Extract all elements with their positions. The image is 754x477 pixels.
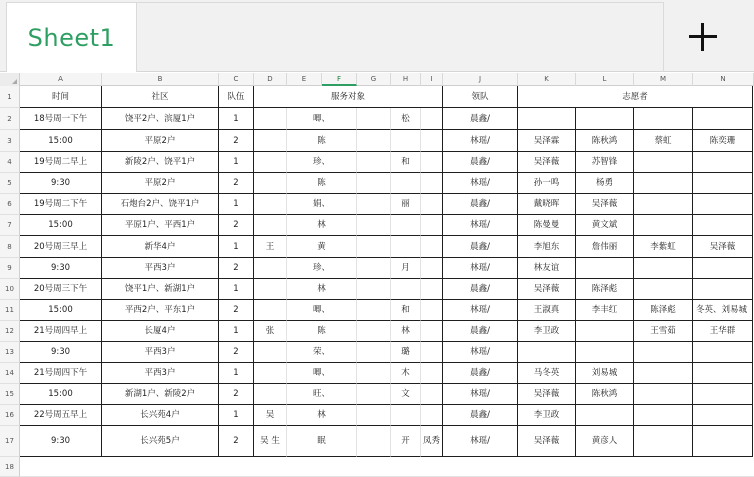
cell-service-target-part[interactable]	[357, 236, 391, 258]
cell-service-target-part[interactable]	[391, 215, 421, 236]
cell-time[interactable]: 18号周一下午	[20, 108, 102, 130]
cell-service-target-part[interactable]	[421, 279, 443, 300]
cell-volunteer[interactable]	[693, 363, 753, 384]
cell-service-target-part[interactable]	[391, 405, 421, 426]
empty-row[interactable]	[20, 457, 754, 477]
header-leader[interactable]: 领队	[443, 86, 518, 108]
cell-service-target-part[interactable]: 陈	[287, 173, 357, 194]
cell-time[interactable]: 20号周三早上	[20, 236, 102, 258]
cell-time[interactable]: 21号周四早上	[20, 321, 102, 342]
cell-team[interactable]: 1	[219, 321, 254, 342]
cell-service-target-part[interactable]	[357, 321, 391, 342]
cell-volunteer[interactable]	[693, 279, 753, 300]
cell-time[interactable]: 20号周三下午	[20, 279, 102, 300]
cell-volunteer[interactable]: 詹伟丽	[576, 236, 634, 258]
cell-volunteer[interactable]	[518, 342, 576, 363]
cell-team[interactable]: 1	[219, 363, 254, 384]
header-team[interactable]: 队伍	[219, 86, 254, 108]
cell-time[interactable]: 9:30	[20, 258, 102, 279]
cell-volunteer[interactable]: 蔡虹	[634, 130, 693, 152]
cell-community[interactable]: 新陵2户、饶平1户	[102, 152, 219, 173]
select-all-corner[interactable]	[0, 73, 20, 86]
row-header-1[interactable]: 1	[0, 86, 20, 108]
cell-community[interactable]: 石炮台2户、饶平1户	[102, 194, 219, 215]
cell-leader[interactable]: 晨鑫/	[443, 321, 518, 342]
cell-time[interactable]: 15:00	[20, 300, 102, 321]
column-header-a[interactable]: A	[20, 73, 102, 86]
cell-volunteer[interactable]: 杨勇	[576, 173, 634, 194]
cell-volunteer[interactable]	[634, 405, 693, 426]
cell-volunteer[interactable]	[576, 321, 634, 342]
cell-service-target-part[interactable]: 眠	[287, 426, 357, 457]
cell-service-target-part[interactable]	[391, 236, 421, 258]
cell-service-target-part[interactable]	[421, 321, 443, 342]
cell-volunteer[interactable]: 李紫虹	[634, 236, 693, 258]
cell-service-target-part[interactable]	[357, 300, 391, 321]
cell-leader[interactable]: 林瑶/	[443, 342, 518, 363]
row-header-12[interactable]: 12	[0, 321, 20, 342]
cell-service-target-part[interactable]	[357, 279, 391, 300]
cell-community[interactable]: 新华4户	[102, 236, 219, 258]
cell-time[interactable]: 19号周二早上	[20, 152, 102, 173]
cell-volunteer[interactable]	[576, 258, 634, 279]
cell-service-target-part[interactable]	[357, 384, 391, 405]
cell-service-target-part[interactable]: 荣、	[287, 342, 357, 363]
cell-leader[interactable]: 林瑶/	[443, 130, 518, 152]
cell-volunteer[interactable]	[576, 342, 634, 363]
row-header-3[interactable]: 3	[0, 130, 20, 152]
column-header-g[interactable]: G	[357, 73, 391, 86]
cell-service-target-part[interactable]	[421, 363, 443, 384]
cell-volunteer[interactable]: 李丰红	[576, 300, 634, 321]
row-header-17[interactable]: 17	[0, 426, 20, 457]
cell-community[interactable]: 平西3户	[102, 342, 219, 363]
cell-service-target-part[interactable]	[421, 108, 443, 130]
cell-service-target-part[interactable]: 吴	[254, 405, 287, 426]
cell-community[interactable]: 平西3户	[102, 258, 219, 279]
cell-leader[interactable]: 林瑶/	[443, 384, 518, 405]
cell-volunteer[interactable]: 陈奕珊	[693, 130, 753, 152]
cell-service-target-part[interactable]	[254, 384, 287, 405]
cell-community[interactable]: 长厦4户	[102, 321, 219, 342]
cell-volunteer[interactable]: 戴晓晖	[518, 194, 576, 215]
cell-leader[interactable]: 林瑶/	[443, 426, 518, 457]
column-header-k[interactable]: K	[518, 73, 576, 86]
cell-service-target-part[interactable]: 娟、	[287, 194, 357, 215]
cell-leader[interactable]: 晨鑫/	[443, 236, 518, 258]
cell-service-target-part[interactable]	[391, 173, 421, 194]
cell-service-target-part[interactable]: 和	[391, 152, 421, 173]
add-sheet-button[interactable]	[664, 2, 742, 72]
column-header-c[interactable]: C	[219, 73, 254, 86]
cell-service-target-part[interactable]	[421, 194, 443, 215]
cell-team[interactable]: 2	[219, 258, 254, 279]
cell-time[interactable]: 9:30	[20, 342, 102, 363]
cell-service-target-part[interactable]	[421, 130, 443, 152]
cell-volunteer[interactable]	[634, 215, 693, 236]
cell-service-target-part[interactable]: 唧、	[287, 108, 357, 130]
cell-leader[interactable]: 林瑶/	[443, 173, 518, 194]
cell-community[interactable]: 饶平2户、滨厦1户	[102, 108, 219, 130]
cell-service-target-part[interactable]	[421, 384, 443, 405]
cell-service-target-part[interactable]: 林	[287, 405, 357, 426]
column-header-j[interactable]: J	[443, 73, 518, 86]
cell-service-target-part[interactable]: 王	[254, 236, 287, 258]
cell-team[interactable]: 1	[219, 405, 254, 426]
cell-service-target-part[interactable]: 林	[287, 279, 357, 300]
cell-service-target-part[interactable]: 黄	[287, 236, 357, 258]
cell-service-target-part[interactable]	[357, 173, 391, 194]
cell-service-target-part[interactable]: 旺、	[287, 384, 357, 405]
cell-volunteer[interactable]: 李卫政	[518, 405, 576, 426]
row-header-8[interactable]: 8	[0, 236, 20, 258]
cell-volunteer[interactable]: 黄彦人	[576, 426, 634, 457]
cell-time[interactable]: 19号周二下午	[20, 194, 102, 215]
cell-volunteer[interactable]: 吴泽薇	[518, 152, 576, 173]
cell-team[interactable]: 1	[219, 194, 254, 215]
cell-service-target-part[interactable]: 唧、	[287, 300, 357, 321]
cell-volunteer[interactable]	[576, 108, 634, 130]
cell-service-target-part[interactable]	[357, 130, 391, 152]
cell-team[interactable]: 1	[219, 279, 254, 300]
cell-volunteer[interactable]: 孙一鸣	[518, 173, 576, 194]
cell-service-target-part[interactable]	[421, 152, 443, 173]
cell-volunteer[interactable]: 吴泽薇	[518, 279, 576, 300]
cell-service-target-part[interactable]	[421, 405, 443, 426]
cell-time[interactable]: 22号周五早上	[20, 405, 102, 426]
cell-volunteer[interactable]: 吴泽薇	[576, 194, 634, 215]
cell-volunteer[interactable]: 吴泽薇	[518, 426, 576, 457]
cell-team[interactable]: 2	[219, 215, 254, 236]
cell-service-target-part[interactable]	[254, 300, 287, 321]
cell-service-target-part[interactable]	[421, 342, 443, 363]
cell-community[interactable]: 长兴苑4户	[102, 405, 219, 426]
cell-service-target-part[interactable]	[357, 426, 391, 457]
spreadsheet-grid[interactable]	[0, 73, 754, 477]
cell-service-target-part[interactable]	[254, 215, 287, 236]
cell-volunteer[interactable]	[693, 342, 753, 363]
cell-service-target-part[interactable]	[421, 215, 443, 236]
cell-service-target-part[interactable]: 丽	[391, 194, 421, 215]
cell-service-target-part[interactable]	[421, 258, 443, 279]
cell-volunteer[interactable]	[693, 152, 753, 173]
cell-service-target-part[interactable]	[357, 363, 391, 384]
cell-volunteer[interactable]	[693, 258, 753, 279]
cell-leader[interactable]: 晨鑫/	[443, 405, 518, 426]
column-header-f[interactable]: F	[322, 73, 357, 86]
cell-volunteer[interactable]	[634, 363, 693, 384]
column-header-b[interactable]: B	[102, 73, 219, 86]
cell-team[interactable]: 2	[219, 173, 254, 194]
row-header-10[interactable]: 10	[0, 279, 20, 300]
cell-service-target-part[interactable]	[254, 152, 287, 173]
cell-volunteer[interactable]	[576, 405, 634, 426]
cell-community[interactable]: 新湖1户、新陵2户	[102, 384, 219, 405]
cell-volunteer[interactable]	[634, 342, 693, 363]
cell-service-target-part[interactable]: 林	[391, 321, 421, 342]
cell-volunteer[interactable]	[693, 426, 753, 457]
cell-leader[interactable]: 晨鑫/	[443, 363, 518, 384]
cell-community[interactable]: 平原1户、平西1户	[102, 215, 219, 236]
column-header-l[interactable]: L	[576, 73, 634, 86]
cell-volunteer[interactable]	[693, 215, 753, 236]
column-header-n[interactable]: N	[693, 73, 754, 86]
cell-service-target-part[interactable]	[421, 236, 443, 258]
cell-community[interactable]: 长兴苑5户	[102, 426, 219, 457]
cell-volunteer[interactable]	[634, 152, 693, 173]
cell-service-target-part[interactable]	[421, 300, 443, 321]
cell-volunteer[interactable]: 苏智锋	[576, 152, 634, 173]
cell-team[interactable]: 2	[219, 300, 254, 321]
cell-team[interactable]: 1	[219, 108, 254, 130]
header-volunteers[interactable]: 志愿者	[518, 86, 753, 108]
cell-service-target-part[interactable]: 文	[391, 384, 421, 405]
cell-team[interactable]: 2	[219, 384, 254, 405]
column-header-h[interactable]: H	[391, 73, 421, 86]
cell-time[interactable]: 15:00	[20, 215, 102, 236]
cell-volunteer[interactable]: 王雪茹	[634, 321, 693, 342]
cell-service-target-part[interactable]	[391, 279, 421, 300]
cell-volunteer[interactable]	[693, 405, 753, 426]
cell-team[interactable]: 1	[219, 236, 254, 258]
cell-service-target-part[interactable]	[254, 258, 287, 279]
cell-time[interactable]: 15:00	[20, 130, 102, 152]
cell-time[interactable]: 9:30	[20, 173, 102, 194]
cell-service-target-part[interactable]: 吴 生	[254, 426, 287, 457]
cell-team[interactable]: 2	[219, 130, 254, 152]
row-header-9[interactable]: 9	[0, 258, 20, 279]
sheet-tab[interactable]	[6, 2, 137, 72]
cell-leader[interactable]: 晨鑫/	[443, 194, 518, 215]
cell-time[interactable]: 21号周四下午	[20, 363, 102, 384]
cell-community[interactable]: 平西2户、平东1户	[102, 300, 219, 321]
cell-leader[interactable]: 晨鑫/	[443, 279, 518, 300]
cell-service-target-part[interactable]: 珍、	[287, 258, 357, 279]
cell-service-target-part[interactable]: 凤秀	[421, 426, 443, 457]
cell-volunteer[interactable]	[518, 108, 576, 130]
cell-community[interactable]: 平原2户	[102, 130, 219, 152]
row-header-14[interactable]: 14	[0, 363, 20, 384]
row-header-18[interactable]: 18	[0, 457, 20, 477]
cell-leader[interactable]: 晨鑫/	[443, 108, 518, 130]
row-header-13[interactable]: 13	[0, 342, 20, 363]
cell-service-target-part[interactable]	[254, 194, 287, 215]
cell-volunteer[interactable]: 吴泽薇	[518, 384, 576, 405]
cell-community[interactable]: 饶平1户、新湖1户	[102, 279, 219, 300]
cell-community[interactable]: 平原2户	[102, 173, 219, 194]
cell-volunteer[interactable]	[634, 384, 693, 405]
cell-volunteer[interactable]: 陈泽彪	[576, 279, 634, 300]
row-header-11[interactable]: 11	[0, 300, 20, 321]
cell-volunteer[interactable]	[634, 279, 693, 300]
cell-service-target-part[interactable]: 张	[254, 321, 287, 342]
cell-service-target-part[interactable]	[357, 405, 391, 426]
cell-service-target-part[interactable]	[357, 215, 391, 236]
cell-time[interactable]: 15:00	[20, 384, 102, 405]
cell-leader[interactable]: 林瑶/	[443, 300, 518, 321]
cell-volunteer[interactable]: 李卫政	[518, 321, 576, 342]
cell-service-target-part[interactable]: 璐	[391, 342, 421, 363]
cell-volunteer[interactable]	[634, 108, 693, 130]
cell-volunteer[interactable]: 陈曼曼	[518, 215, 576, 236]
cell-volunteer[interactable]: 刘易城	[576, 363, 634, 384]
cell-volunteer[interactable]: 吴泽薇	[693, 236, 753, 258]
cell-leader[interactable]: 林瑶/	[443, 215, 518, 236]
cell-volunteer[interactable]	[634, 173, 693, 194]
cell-service-target-part[interactable]	[357, 258, 391, 279]
cell-service-target-part[interactable]	[391, 130, 421, 152]
cell-volunteer[interactable]: 黄文斌	[576, 215, 634, 236]
header-community[interactable]: 社区	[102, 86, 219, 108]
cell-service-target-part[interactable]: 唧、	[287, 363, 357, 384]
cell-volunteer[interactable]	[634, 258, 693, 279]
cell-volunteer[interactable]: 李旭东	[518, 236, 576, 258]
cell-service-target-part[interactable]: 月	[391, 258, 421, 279]
cell-service-target-part[interactable]: 木	[391, 363, 421, 384]
cell-service-target-part[interactable]: 陈	[287, 321, 357, 342]
cell-time[interactable]: 9:30	[20, 426, 102, 457]
cell-volunteer[interactable]: 马冬英	[518, 363, 576, 384]
cell-volunteer[interactable]: 陈秋鸿	[576, 130, 634, 152]
cell-volunteer[interactable]	[634, 194, 693, 215]
header-service-target[interactable]: 服务对象	[254, 86, 443, 108]
cell-service-target-part[interactable]	[421, 173, 443, 194]
cell-service-target-part[interactable]	[254, 342, 287, 363]
sheet-tab-label: Sheet1	[27, 23, 116, 52]
cell-service-target-part[interactable]	[357, 152, 391, 173]
sheet-tab-bar	[0, 0, 754, 72]
cell-service-target-part[interactable]	[254, 108, 287, 130]
cell-team[interactable]: 2	[219, 342, 254, 363]
cell-service-target-part[interactable]	[357, 342, 391, 363]
cell-volunteer[interactable]: 陈秋鸿	[576, 384, 634, 405]
cell-community[interactable]: 平西3户	[102, 363, 219, 384]
cell-service-target-part[interactable]	[254, 279, 287, 300]
cell-service-target-part[interactable]: 开	[391, 426, 421, 457]
cell-team[interactable]: 1	[219, 152, 254, 173]
cell-volunteer[interactable]	[693, 384, 753, 405]
column-header-d[interactable]: D	[254, 73, 287, 86]
cell-service-target-part[interactable]	[254, 130, 287, 152]
cell-volunteer[interactable]: 冬英、刘易城	[693, 300, 753, 321]
cell-service-target-part[interactable]	[357, 194, 391, 215]
cell-leader[interactable]: 林瑶/	[443, 258, 518, 279]
cell-volunteer[interactable]: 王华群	[693, 321, 753, 342]
cell-team[interactable]: 2	[219, 426, 254, 457]
cell-service-target-part[interactable]	[254, 173, 287, 194]
cell-volunteer[interactable]: 吴泽霖	[518, 130, 576, 152]
column-header-i[interactable]: I	[421, 73, 443, 86]
cell-service-target-part[interactable]: 和	[391, 300, 421, 321]
cell-volunteer[interactable]	[693, 108, 753, 130]
column-header-e[interactable]: E	[287, 73, 322, 86]
cell-service-target-part[interactable]	[254, 363, 287, 384]
cell-volunteer[interactable]	[693, 194, 753, 215]
cell-service-target-part[interactable]: 林	[287, 215, 357, 236]
row-header-2[interactable]: 2	[0, 108, 20, 130]
tab-bar-empty-area	[137, 2, 664, 72]
column-header-m[interactable]: M	[634, 73, 693, 86]
cell-service-target-part[interactable]: 珍、	[287, 152, 357, 173]
row-header-7[interactable]: 7	[0, 215, 20, 236]
cell-volunteer[interactable]	[693, 173, 753, 194]
cell-volunteer[interactable]	[634, 426, 693, 457]
cell-service-target-part[interactable]	[357, 108, 391, 130]
cell-service-target-part[interactable]: 松	[391, 108, 421, 130]
cell-volunteer[interactable]: 林友谊	[518, 258, 576, 279]
cell-volunteer[interactable]: 陈泽彪	[634, 300, 693, 321]
row-header-16[interactable]: 16	[0, 405, 20, 426]
row-header-4[interactable]: 4	[0, 152, 20, 173]
row-header-15[interactable]: 15	[0, 384, 20, 405]
cell-volunteer[interactable]: 王淑真	[518, 300, 576, 321]
cell-leader[interactable]: 晨鑫/	[443, 152, 518, 173]
cell-service-target-part[interactable]: 陈	[287, 130, 357, 152]
row-header-5[interactable]: 5	[0, 173, 20, 194]
header-time[interactable]: 时间	[20, 86, 102, 108]
row-header-6[interactable]: 6	[0, 194, 20, 215]
